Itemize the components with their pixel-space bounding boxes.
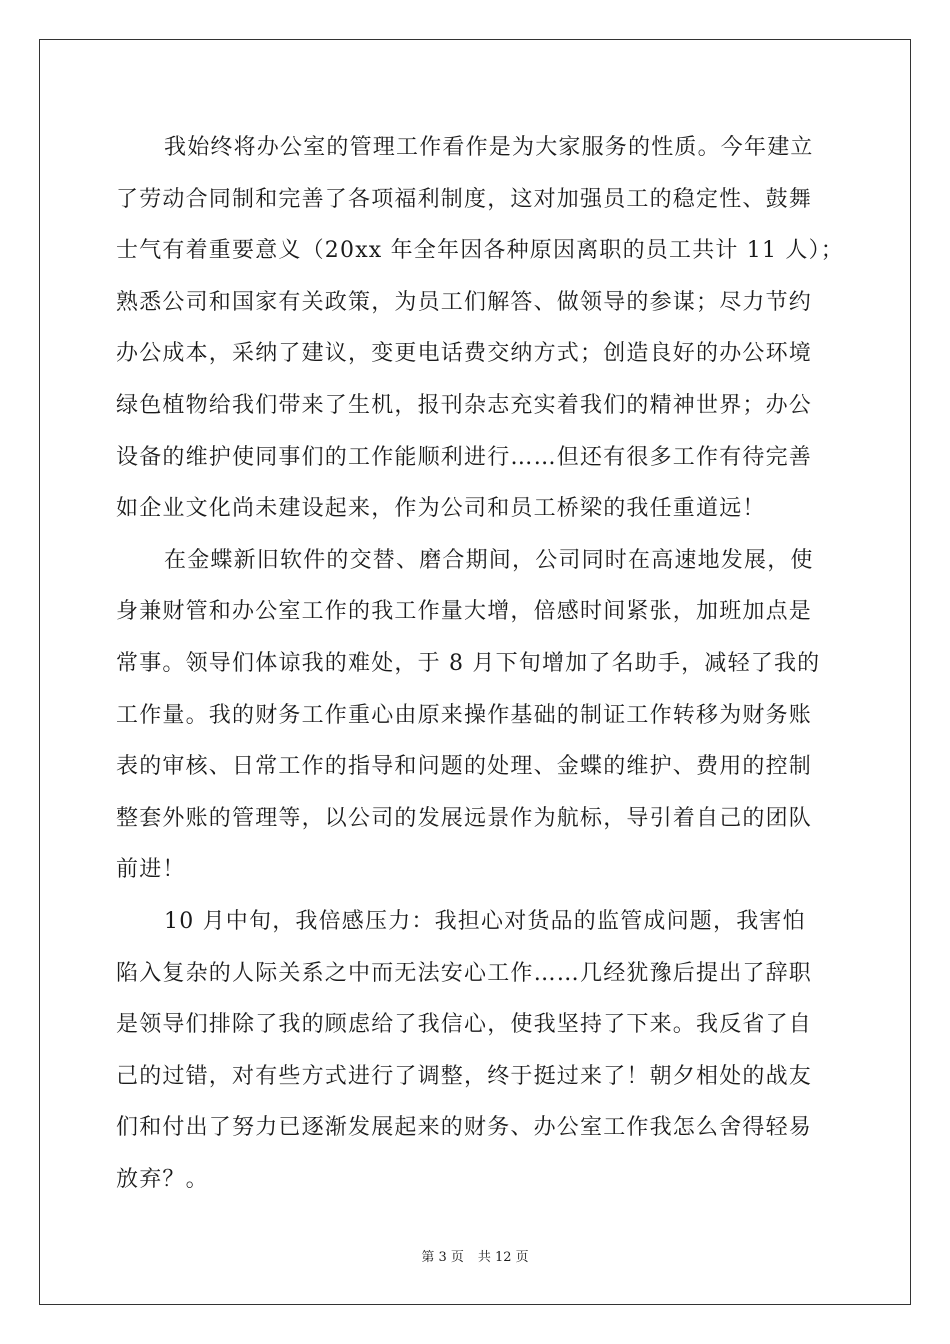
- paragraph-3-line-4: 己的过错，对有些方式进行了调整，终于挺过来了！朝夕相处的战友: [116, 1063, 813, 1089]
- page-footer: [0, 1249, 950, 1267]
- paragraph-2-line-5: 表的审核、日常工作的指导和问题的处理、金蝶的维护、费用的控制: [116, 754, 813, 780]
- paragraph-2-line-4: 工作量。我的财务工作重心由原来操作基础的制证工作转移为财务账: [116, 702, 813, 728]
- paragraph-2-line-2: 身兼财管和办公室工作的我工作量大增，倍感时间紧张，加班加点是: [116, 599, 813, 625]
- document-body: [116, 122, 844, 1205]
- paragraph-1-line-4: 熟悉公司和国家有关政策，为员工们解答、做领导的参谋；尽力节约: [116, 289, 813, 315]
- paragraph-3-line-1: 10 月中旬，我倍感压力：我担心对货品的监管成问题，我害怕: [164, 908, 806, 934]
- paragraph-1-line-5: 办公成本，采纳了建议，变更电话费交纳方式；创造良好的办公环境: [116, 341, 813, 367]
- paragraph-1-line-2: 了劳动合同制和完善了各项福利制度，这对加强员工的稳定性、鼓舞: [116, 186, 813, 212]
- paragraph-1-line-3: 士气有着重要意义（20xx 年全年因各种原因离职的员工共计 11 人）；: [116, 238, 844, 264]
- paragraph-2-line-6: 整套外账的管理等，以公司的发展远景作为航标，导引着自己的团队: [116, 805, 813, 831]
- paragraph-3-line-6: 放弃？。: [116, 1166, 209, 1192]
- paragraph-2-line-7: 前进！: [116, 857, 186, 883]
- paragraph-1-line-8: 如企业文化尚未建设起来，作为公司和员工桥梁的我任重道远！: [116, 496, 766, 522]
- paragraph-3-line-3: 是领导们排除了我的顾虑给了我信心，使我坚持了下来。我反省了自: [116, 1012, 813, 1038]
- paragraph-1-line-1: 我始终将办公室的管理工作看作是为大家服务的性质。今年建立: [164, 135, 814, 160]
- paragraph-2-line-3: 常事。领导们体谅我的难处，于 8 月下旬增加了名助手，减轻了我的: [116, 650, 821, 676]
- paragraph-1-line-7: 设备的维护使同事们的工作能顺利进行……但还有很多工作有待完善: [116, 444, 813, 470]
- paragraph-3-line-5: 们和付出了努力已逐渐发展起来的财务、办公室工作我怎么舍得轻易: [116, 1115, 813, 1141]
- page-number: 第 3 页: [421, 1250, 464, 1265]
- paragraph-3-line-2: 陷入复杂的人际关系之中而无法安心工作……几经犹豫后提出了辞职: [116, 960, 813, 986]
- paragraph-2-line-1: 在金蝶新旧软件的交替、磨合期间，公司同时在高速地发展，使: [164, 547, 814, 573]
- page-total: 共 12 页: [477, 1250, 529, 1265]
- paragraph-1-line-6: 绿色植物给我们带来了生机，报刊杂志充实着我们的精神世界；办公: [116, 392, 813, 418]
